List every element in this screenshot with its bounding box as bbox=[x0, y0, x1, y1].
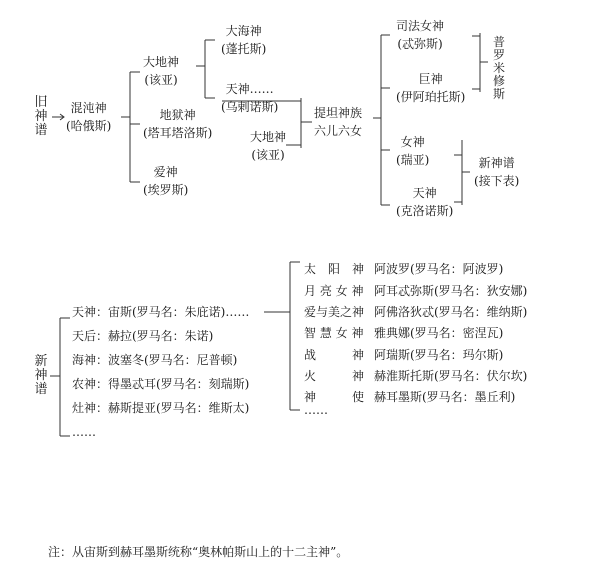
node-themis-name: 司法女神 bbox=[396, 19, 445, 33]
node-chaos-sub: (哈俄斯) bbox=[66, 119, 112, 133]
new-right-aphrodite-desc: 阿佛洛狄忒(罗马名：维纳斯) bbox=[374, 305, 528, 319]
new-right-hermes-title: 神 使 bbox=[304, 390, 365, 404]
node-pontus-name: 大海神 bbox=[225, 24, 262, 38]
node-chaos-name: 混沌神 bbox=[70, 101, 107, 115]
new-left-zeus: 天神：宙斯(罗马名：朱庇诺)…… bbox=[72, 305, 250, 319]
new-right-artemis-desc: 阿耳忒弥斯(罗马名：狄安娜) bbox=[374, 284, 528, 298]
node-prometheus: 普罗米修斯 bbox=[492, 35, 505, 101]
node-pontus bbox=[221, 22, 266, 58]
node-gaia-again bbox=[250, 128, 286, 164]
node-gaia bbox=[143, 53, 179, 89]
new-right-artemis-title: 月 亮 女 神 bbox=[304, 284, 364, 298]
node-eros-sub: (埃罗斯) bbox=[143, 183, 189, 197]
new-right-apollo-title: 太 阳 神 bbox=[304, 262, 365, 276]
node-gaia-sub: (该亚) bbox=[144, 73, 178, 87]
node-rhea-sub: (瑞亚) bbox=[396, 153, 430, 167]
node-titans bbox=[314, 104, 362, 140]
node-eros-name: 爱神 bbox=[153, 165, 178, 179]
node-iapetus-sub: (伊阿珀托斯) bbox=[396, 90, 466, 104]
node-rhea bbox=[396, 133, 429, 169]
new-left-demeter: 农神：得墨忒耳(罗马名：刻瑞斯) bbox=[72, 377, 250, 391]
node-tartarus-sub: (塔耳塔洛斯) bbox=[143, 126, 213, 140]
new-left-ellipsis: …… bbox=[72, 425, 96, 439]
node-iapetus-name: 巨神 bbox=[418, 72, 443, 86]
node-cronus-sub: (克洛诺斯) bbox=[396, 204, 454, 218]
new-right-ares-desc: 阿瑞斯(罗马名：玛尔斯) bbox=[374, 348, 504, 362]
node-cronus bbox=[396, 184, 453, 220]
node-titans-line2: 六儿六女 bbox=[314, 124, 363, 138]
node-tartarus bbox=[143, 106, 212, 142]
new-right-hermes-desc: 赫耳墨斯(罗马名：墨丘利) bbox=[374, 390, 516, 404]
new-right-hephaestus-title: 火 神 bbox=[304, 369, 365, 383]
node-gaia-again-name: 大地神 bbox=[250, 130, 287, 144]
new-right-athena-desc: 雅典娜(罗马名：密涅瓦) bbox=[374, 326, 504, 340]
old-genealogy-label: 旧神谱 bbox=[34, 95, 48, 138]
new-right-athena-title: 智 慧 女 神 bbox=[304, 326, 364, 340]
node-pontus-sub: (蓬托斯) bbox=[221, 42, 267, 56]
new-right-ares-title: 战 神 bbox=[304, 348, 365, 362]
new-left-hera: 天后：赫拉(罗马名：朱诺) bbox=[72, 329, 214, 343]
node-titans-line1: 提坦神族 bbox=[314, 106, 363, 120]
node-cronus-name: 天神 bbox=[412, 186, 437, 200]
node-uranus-sub: (乌剌诺斯) bbox=[221, 100, 279, 114]
node-uranus-name: 天神…… bbox=[225, 82, 274, 96]
node-rhea-name: 女神 bbox=[400, 135, 425, 149]
new-right-aphrodite-title: 爱与美之神 bbox=[304, 305, 365, 319]
node-tartarus-name: 地狱神 bbox=[159, 108, 196, 122]
new-right-ellipsis: …… bbox=[304, 403, 328, 417]
node-iapetus bbox=[396, 70, 465, 106]
node-themis bbox=[396, 17, 444, 53]
node-chaos bbox=[66, 99, 111, 135]
node-uranus bbox=[221, 80, 278, 116]
node-new-pointer bbox=[474, 154, 519, 190]
new-left-hestia: 灶神：赫斯提亚(罗马名：维斯太) bbox=[72, 401, 250, 415]
node-gaia-again-sub: (该亚) bbox=[251, 148, 285, 162]
node-new-pointer-line2: (接下表) bbox=[474, 174, 520, 188]
node-new-pointer-line1: 新神谱 bbox=[478, 156, 515, 170]
new-right-apollo-desc: 阿波罗(罗马名：阿波罗) bbox=[374, 262, 504, 276]
node-gaia-name: 大地神 bbox=[143, 55, 180, 69]
new-right-hephaestus-desc: 赫淮斯托斯(罗马名：伏尔坎) bbox=[374, 369, 528, 383]
new-left-poseidon: 海神：波塞冬(罗马名：尼普顿) bbox=[72, 353, 238, 367]
footnote: 注：从宙斯到赫耳墨斯统称“奥林帕斯山上的十二主神”。 bbox=[48, 545, 349, 559]
new-genealogy-label: 新神谱 bbox=[34, 354, 48, 397]
node-themis-sub: (忒弥斯) bbox=[397, 37, 443, 51]
node-eros bbox=[143, 163, 188, 199]
